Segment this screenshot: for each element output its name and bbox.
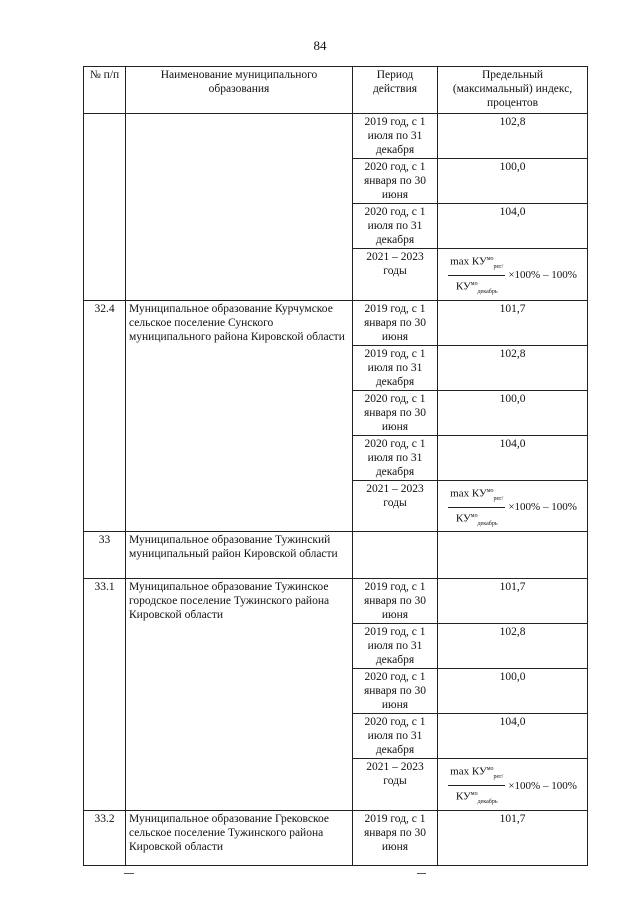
formula-den-sup: мо: [470, 791, 478, 798]
formula-den-main: КУ: [455, 790, 471, 803]
row-number: 33.1: [84, 579, 126, 811]
page-number: 84: [313, 38, 327, 53]
table-row: [84, 811, 588, 866]
row-number: 33: [84, 532, 126, 579]
period-cell: 2020 год, с 1 июля по 31 декабря: [353, 435, 438, 480]
period-cell: 2021 – 2023 годы: [353, 759, 438, 811]
formula-tail: ×100% – 100%: [508, 501, 577, 514]
index-cell: 100,0: [438, 159, 588, 204]
table-row: [84, 579, 588, 624]
index-cell: 102,8: [438, 114, 588, 159]
index-cell: 101,7: [438, 579, 588, 624]
period-cell: 2020 год, с 1 января по 30 июня: [353, 159, 438, 204]
index-cell: [438, 759, 588, 811]
municipality-name: Муниципальное образование Тужинский муниципальный район Кировской области: [126, 532, 353, 579]
index-cell: 102,8: [438, 345, 588, 390]
formula-num-sup: мо: [486, 256, 494, 262]
table-body: [84, 114, 588, 866]
formula-numerator: [448, 252, 505, 276]
index-cell: 101,7: [438, 811, 588, 866]
period-cell: 2019 год, с 1 января по 30 июня: [353, 811, 438, 866]
table-row: [84, 532, 588, 579]
formula-den-sup: мо: [470, 280, 478, 287]
index-cell: [438, 480, 588, 532]
row-number: 32.4: [84, 300, 126, 532]
scan-mark: [417, 873, 426, 874]
header-number: № п/п: [84, 67, 126, 114]
index-cell: 104,0: [438, 204, 588, 249]
period-cell: 2020 год, с 1 января по 30 июня: [353, 390, 438, 435]
header-period: Период действия: [353, 67, 438, 114]
period-cell: 2019 год, с 1 января по 30 июня: [353, 300, 438, 345]
formula-num-main: max КУ: [450, 255, 487, 268]
period-cell: [353, 532, 438, 579]
period-cell: 2021 – 2023 годы: [353, 480, 438, 532]
formula-num-sub: рег/: [493, 774, 504, 781]
formula-den-sub: декабрь: [477, 288, 498, 295]
municipality-name: Муниципальное образование Грековское сельское поселение Тужинского района Кировской области: [126, 811, 353, 866]
formula-denominator: [454, 508, 500, 531]
tariff-index-table: [83, 66, 588, 866]
period-cell: 2020 год, с 1 июля по 31 декабря: [353, 714, 438, 759]
index-cell: 101,7: [438, 300, 588, 345]
formula-num-main: max КУ: [450, 487, 487, 500]
formula-num-main: max КУ: [450, 766, 487, 779]
period-cell: 2019 год, с 1 июля по 31 декабря: [353, 114, 438, 159]
period-cell: 2020 год, с 1 января по 30 июня: [353, 669, 438, 714]
formula-num-sub: рег/: [493, 263, 504, 270]
index-cell: 102,8: [438, 624, 588, 669]
header-index: Предельный (максимальный) индекс, процентов: [438, 67, 588, 114]
formula-tail: ×100% – 100%: [508, 779, 577, 792]
row-number: 33.2: [84, 811, 126, 866]
municipality-name: Муниципальное образование Тужинское городское поселение Тужинского района Кировской области: [126, 579, 353, 811]
header-row: [84, 67, 588, 114]
formula-numerator: [448, 484, 505, 508]
formula-fraction: [448, 762, 505, 809]
period-cell: 2019 год, с 1 января по 30 июня: [353, 579, 438, 624]
formula-den-main: КУ: [455, 280, 471, 293]
index-cell: [438, 249, 588, 301]
formula-den-main: КУ: [455, 512, 471, 525]
formula-fraction: [448, 484, 505, 531]
formula-num-sup: мо: [486, 487, 494, 494]
row-number: [84, 114, 126, 301]
formula-den-sub: декабрь: [477, 520, 498, 527]
formula-denominator: [454, 786, 500, 809]
period-cell: 2020 год, с 1 июля по 31 декабря: [353, 204, 438, 249]
formula-num-sup: мо: [486, 766, 494, 773]
municipality-name: [126, 114, 353, 301]
formula-fraction: [448, 252, 505, 299]
index-cell: [438, 532, 588, 579]
index-formula: [441, 252, 584, 299]
period-cell: 2019 год, с 1 июля по 31 декабря: [353, 624, 438, 669]
header-name: Наименование муниципального образования: [126, 67, 353, 114]
table-row: [84, 114, 588, 159]
formula-den-sup: мо: [470, 512, 478, 519]
index-cell: 104,0: [438, 714, 588, 759]
index-cell: 100,0: [438, 669, 588, 714]
municipality-name: Муниципальное образование Курчумское сельское поселение Сунского муниципального района Кировской области: [126, 300, 353, 532]
period-cell: 2021 – 2023 годы: [353, 249, 438, 301]
formula-denominator: [454, 276, 500, 299]
formula-den-sub: декабрь: [477, 799, 498, 806]
index-formula: [441, 762, 584, 809]
table-row: [84, 300, 588, 345]
period-cell: 2019 год, с 1 июля по 31 декабря: [353, 345, 438, 390]
formula-numerator: [448, 762, 505, 786]
scan-mark: [124, 873, 134, 874]
index-cell: 100,0: [438, 390, 588, 435]
index-formula: [441, 484, 584, 531]
index-cell: 104,0: [438, 435, 588, 480]
formula-num-sub: рег/: [493, 495, 504, 502]
formula-tail: ×100% – 100%: [508, 269, 577, 282]
